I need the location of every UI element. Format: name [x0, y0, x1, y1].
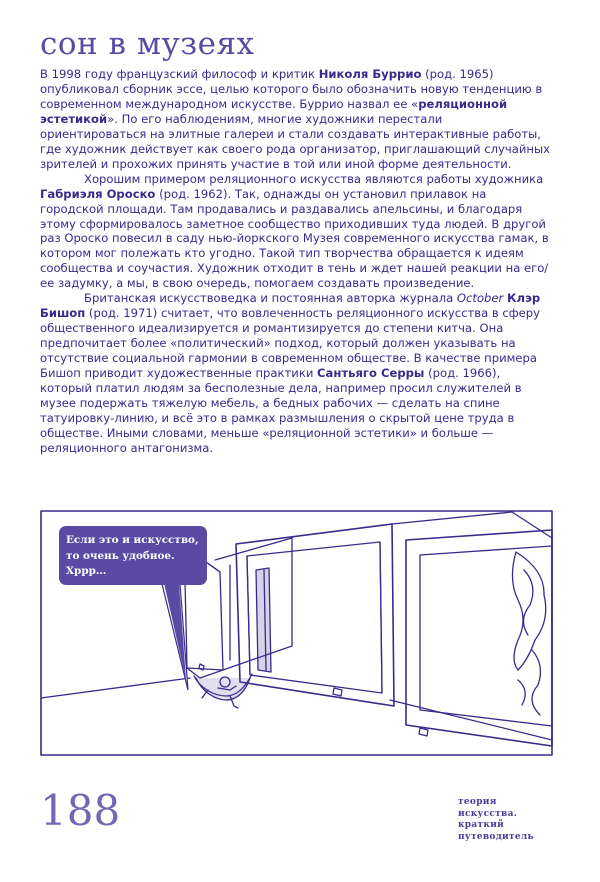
text-run: Британская искусствоведка и постоянная авторка журнала — [84, 291, 457, 306]
book-title-line: теория — [458, 797, 497, 807]
text-run: Хорошим примером реляционного искусства являются работы художника — [84, 171, 544, 186]
text-run: ». По его наблюдениям, многие художники перестали ориентироваться на элитные галереи и стали создавать интерактивные работы, где художник действует как своего рода организатор, приглашающий случайных зрителей и прохожих принять участие в той или иной форме деятельности. — [40, 111, 551, 171]
paragraph — [40, 67, 552, 172]
text-run: В 1998 году французский философ и критик — [40, 67, 319, 81]
paragraph — [40, 172, 552, 292]
artist-name: Габриэля Ороско — [40, 186, 156, 201]
speech-bubble — [59, 526, 207, 585]
wall-plaque — [419, 728, 428, 736]
speech-line: Хррр… — [66, 565, 107, 578]
floor-line — [41, 678, 190, 698]
page-number: 188 — [40, 786, 121, 835]
left-painting-frame — [215, 538, 292, 670]
book-title-line: краткий — [458, 820, 505, 830]
book-title — [458, 797, 534, 843]
book-title-line: искусства. — [458, 808, 518, 819]
artist-name: Клэр Бишоп — [40, 291, 541, 321]
window-light — [256, 568, 271, 672]
wall-plaque — [199, 664, 204, 670]
speech-line: Если это и искусство, — [66, 534, 199, 546]
speech-line: то очень удобное. — [66, 549, 175, 562]
text-run: (род. 1966), который платил людям за бесполезные дела, например просил служителей в музее подержать тяжелую мебель, а бедных рабочих — сделать на спине татуировку-линию, и всё это в рамках размышления о скрытой цене труда в обществе. Иными словами, меньше «реляционной эстетики» и больше — реляционного антагонизма. — [40, 366, 522, 455]
key-term: реляционной эстетикой — [40, 96, 508, 126]
body-text — [40, 67, 552, 456]
artist-name: Сантьяго Серры — [317, 366, 425, 381]
text-run: (род. 1971) считает, что вовлеченность реляционного искусства в сферу общественного идеализируется и романтизируется до степени китча. Она предпочитает более «политический» подход, который должен указывать на отсутствие социальной гармонии в современном обществе. В качестве примера Бишоп приводит художественные практики — [40, 306, 541, 381]
journal-title: October — [456, 291, 504, 306]
painting-swirls — [512, 552, 545, 670]
ceiling-line — [392, 512, 512, 524]
text-run: (род. 1965) опубликовал сборник эссе, целью которого было обозначить новую тенденцию в современном международном искусстве. Буррио назвал ее « — [40, 67, 543, 111]
artist-name: Николя Буррио — [318, 67, 422, 81]
book-title-line: путеводитель — [458, 831, 534, 842]
paragraph — [40, 291, 552, 455]
chapter-title: сон в музеях — [40, 26, 255, 62]
wall-plaque — [333, 688, 342, 696]
text-run: (род. 1962). Так, однажды он установил прилавок на городской площади. Там продавались и раздавались апельсины, и благодаря этому сформировалось заметное сообщество приходивших туда людей. В другой раз Ороско повесил в саду нью-йоркского Музея современного искусства гамак, в котором мог полежать кто угодно. Такой тип творчества обращается к идеям сообщества и соучастия. Художник отходит в тень и ждет нашей реакции на его/ее задумку, а мы, в свою очередь, помогаем создавать произведение. — [40, 186, 549, 291]
